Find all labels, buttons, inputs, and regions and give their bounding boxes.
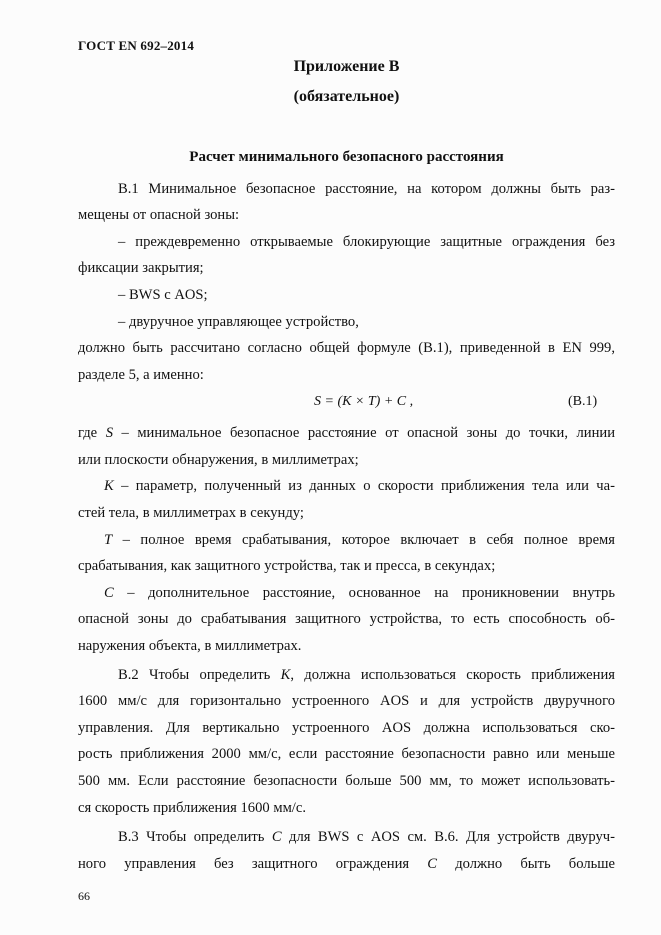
annex-title: Приложение B [293, 58, 400, 75]
b1-item-1-line-1: – преждевременно открываемые блокирующие защитные ограждения без [118, 234, 615, 250]
variable-s: S [105, 425, 113, 441]
definition-c-line-3: наружения объекта, в миллиметрах. [78, 638, 302, 654]
variable-k: K [104, 478, 114, 494]
formula [314, 394, 413, 410]
b2-line-4: рость приближения 2000 мм/с, если расстояние безопасности равно или меньше [78, 746, 615, 762]
formula-expression: S = (K × T) + C , [314, 394, 414, 409]
definition-s-text: – минимальное безопасное расстояние от опасной зоны до точки, линии [112, 425, 616, 441]
b3-line-1 [118, 828, 615, 846]
definition-s-line-2: или плоскости обнаружения, в миллиметрах; [78, 452, 359, 468]
definition-k-line-2: стей тела, в миллиметрах в секунду; [78, 505, 304, 521]
b2-line-5: 500 мм. Если расстояние безопасности больше 500 мм, то может использовать- [78, 773, 615, 789]
b2-line-1 [118, 666, 615, 684]
b1-line-1: B.1 Минимальное безопасное расстояние, на котором должны быть раз- [118, 181, 615, 197]
definition-s-line-1 [78, 424, 615, 442]
b2-text-a: B.2 Чтобы определить [118, 667, 281, 683]
b2-text-b: , должна использоваться скорость приближения [290, 667, 615, 683]
definition-t-line-1 [104, 531, 615, 549]
definition-k-line-1 [104, 477, 615, 495]
b3-text-c: ного управления без защитного ограждения [78, 856, 428, 872]
b2-line-2: 1600 мм/с для горизонтально устроенного AOS и для устройств двуручного [78, 693, 615, 709]
section-heading: Расчет минимального безопасного расстояния [189, 149, 504, 165]
b1-line-2: мещены от опасной зоны: [78, 207, 240, 223]
b1-line-3: должно быть рассчитано согласно общей формуле (B.1), приведенной в EN 999, [78, 340, 615, 356]
b1-item-2: – BWS с AOS; [118, 287, 208, 303]
b3-text-d: должно быть больше [437, 856, 615, 872]
where-label: где [78, 425, 106, 441]
variable-c-ref-2: C [427, 856, 438, 872]
definition-c-line-2: опасной зоны до срабатывания защитного устройства, то есть способность об- [78, 611, 615, 627]
variable-k-ref: K [280, 667, 291, 683]
standard-header: ГОСТ EN 692–2014 [78, 38, 195, 53]
b3-text-a: B.3 Чтобы определить [118, 829, 272, 845]
equation-number: (B.1) [568, 394, 598, 409]
definition-k-text: – параметр, полученный из данных о скорости приближения тела или ча- [113, 478, 615, 494]
b1-item-3: – двуручное управляющее устройство, [118, 314, 359, 330]
b2-line-6: ся скорость приближения 1600 мм/с. [78, 800, 306, 816]
definition-c-line-1 [104, 584, 615, 602]
definition-c-text: – дополнительное расстояние, основанное на проникновении внутрь [113, 585, 615, 601]
variable-c-ref: C [271, 829, 282, 845]
b2-line-3: управления. Для вертикально устроенного AOS должна использоваться ско- [78, 720, 615, 736]
b3-line-2 [78, 855, 615, 873]
definition-t-text: – полное время срабатывания, которое включает в себя полное время [112, 532, 615, 548]
page-number: 66 [78, 889, 90, 903]
b3-text-b: для BWS с AOS см. B.6. Для устройств двуруч- [281, 829, 615, 845]
variable-t: T [104, 532, 113, 548]
annex-status: (обязательное) [293, 88, 400, 105]
b1-item-1-line-2: фиксации закрытия; [78, 260, 204, 276]
definition-t-line-2: срабатывания, как защитного устройства, так и пресса, в секундах; [78, 558, 496, 574]
b1-line-4: разделе 5, а именно: [78, 367, 204, 383]
variable-c: C [104, 585, 114, 601]
